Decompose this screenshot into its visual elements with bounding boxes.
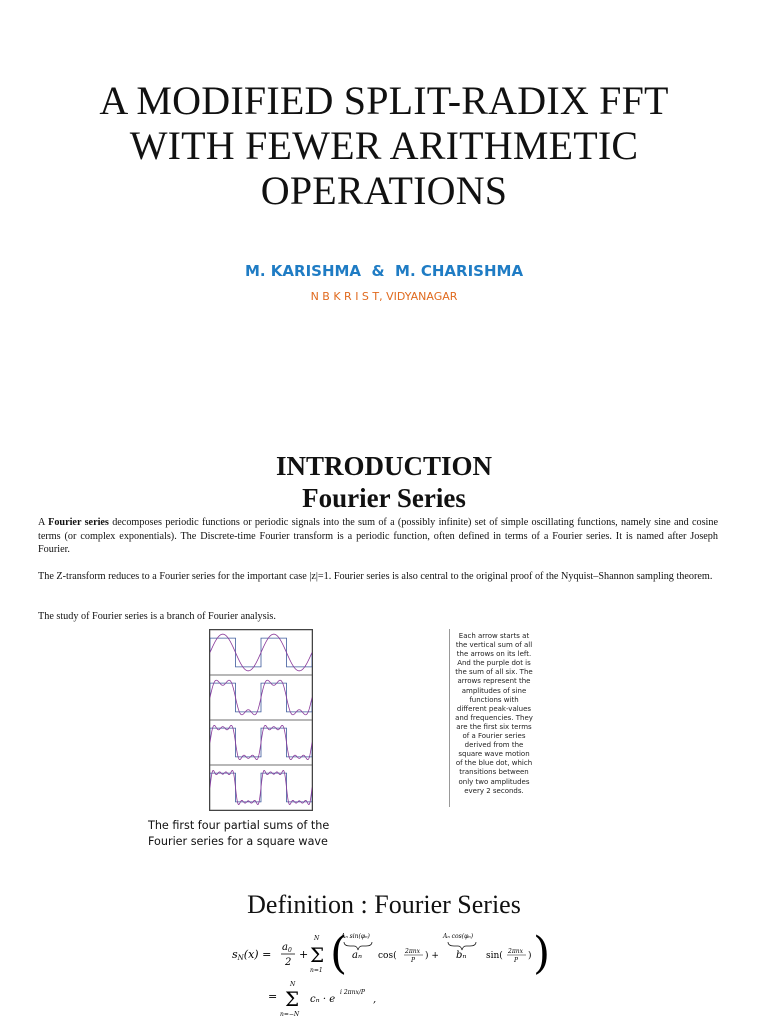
formula-lhs: sN(x) =: [232, 948, 272, 962]
figure-side-caption: Each arrow starts at the vertical sum of all the arrows on its left. And the purple dot is the sum of all six. The arrows represent the amplitudes of sine functions with different peak-values and frequencies. They are the first six terms of a Fourier series derived from the square wave motion of the blue dot, which transitions between only two amplitudes every 2 seconds.: [455, 632, 533, 795]
partial-sums-plot: [210, 630, 312, 810]
close-plus: ) +: [425, 951, 439, 961]
right-big-paren: ): [533, 928, 550, 979]
paragraph-prefix: A: [38, 517, 49, 528]
definition-heading: Definition : Fourier Series: [247, 890, 521, 919]
paper-title: [40, 78, 728, 213]
formula-an: aₙ: [352, 950, 363, 961]
overbrace-cos: [448, 942, 476, 950]
figure-caption: [148, 818, 398, 850]
formula-two: 2: [285, 957, 292, 968]
summation-sign-2: Σ: [285, 987, 300, 1011]
bold-term: Fourier series: [48, 517, 109, 528]
summation-sign: Σ: [310, 943, 325, 967]
authors: M. KARISHMA & M. CHARISHMA: [244, 262, 524, 280]
formula-eq2: =: [268, 990, 278, 1003]
sin-term: sin(: [486, 951, 503, 961]
paragraph-fourier-analysis: The study of Fourier series is a branch of Fourier analysis.: [38, 611, 276, 622]
title-line-1: A MODIFIED SPLIT-RADIX FFT: [99, 78, 669, 123]
formula-exponent: i 2πnx/P: [340, 989, 365, 996]
sum2-upper-limit: N: [290, 981, 296, 988]
section-subheading: Fourier Series: [302, 483, 466, 513]
affiliation: N B K R I S T, VIDYANAGAR: [310, 290, 458, 303]
paragraph-body: decomposes periodic functions or periodic signals into the sum of a (possibly infinite) set of simple oscillating functions, namely sine and cosine terms (or complex exponentials). The Discrete-time Fourier transform is a periodic function, often defined in terms of a Fourier series. It is named after Joseph Fourier.: [38, 517, 718, 555]
figure-caption-line-1: The first four partial sums of the: [148, 819, 330, 832]
title-line-2: WITH FEWER ARITHMETIC: [129, 123, 639, 168]
formula-cn: cₙ · e: [310, 994, 336, 1005]
brace-label-sin: Aₙ sin(φₙ): [341, 933, 370, 940]
frac-denominator-1: P: [411, 957, 416, 964]
paragraph-z-transform: The Z-transform reduces to a Fourier series for the important case |z|=1. Fourier series is also central to the original proof of the Nyquist–Shannon sampling theorem.: [38, 571, 713, 582]
overbrace-sin: [344, 942, 372, 950]
brace-label-cos: Aₙ cos(φₙ): [443, 933, 474, 940]
fourier-series-formula: [230, 928, 550, 1022]
section-heading-block: [0, 450, 768, 514]
formula-svg: [230, 928, 550, 1022]
sum-upper-limit: N: [314, 935, 320, 942]
frac-numerator-2: 2πnx: [508, 948, 524, 955]
frac-denominator-2: P: [514, 957, 519, 964]
close-paren: ): [528, 951, 532, 961]
paragraph-fourier-definition: [38, 516, 718, 557]
partial-sums-figure: [209, 629, 313, 811]
formula-a0: $a_0$: [282, 942, 292, 954]
figure-caption-line-2: Fourier series for a square wave: [148, 835, 328, 848]
cos-term: cos(: [378, 951, 397, 961]
left-big-paren: (: [330, 928, 348, 979]
section-heading: INTRODUCTION: [275, 451, 493, 481]
sum2-lower-limit: n=−N: [280, 1011, 300, 1018]
formula-comma: ,: [373, 994, 377, 1005]
title-line-3: OPERATIONS: [260, 168, 508, 213]
frac-numerator-1: 2πnx: [405, 948, 421, 955]
sum-lower-limit: n=1: [310, 967, 323, 974]
formula-bn: bₙ: [456, 950, 467, 961]
formula-plus: +: [299, 948, 309, 961]
